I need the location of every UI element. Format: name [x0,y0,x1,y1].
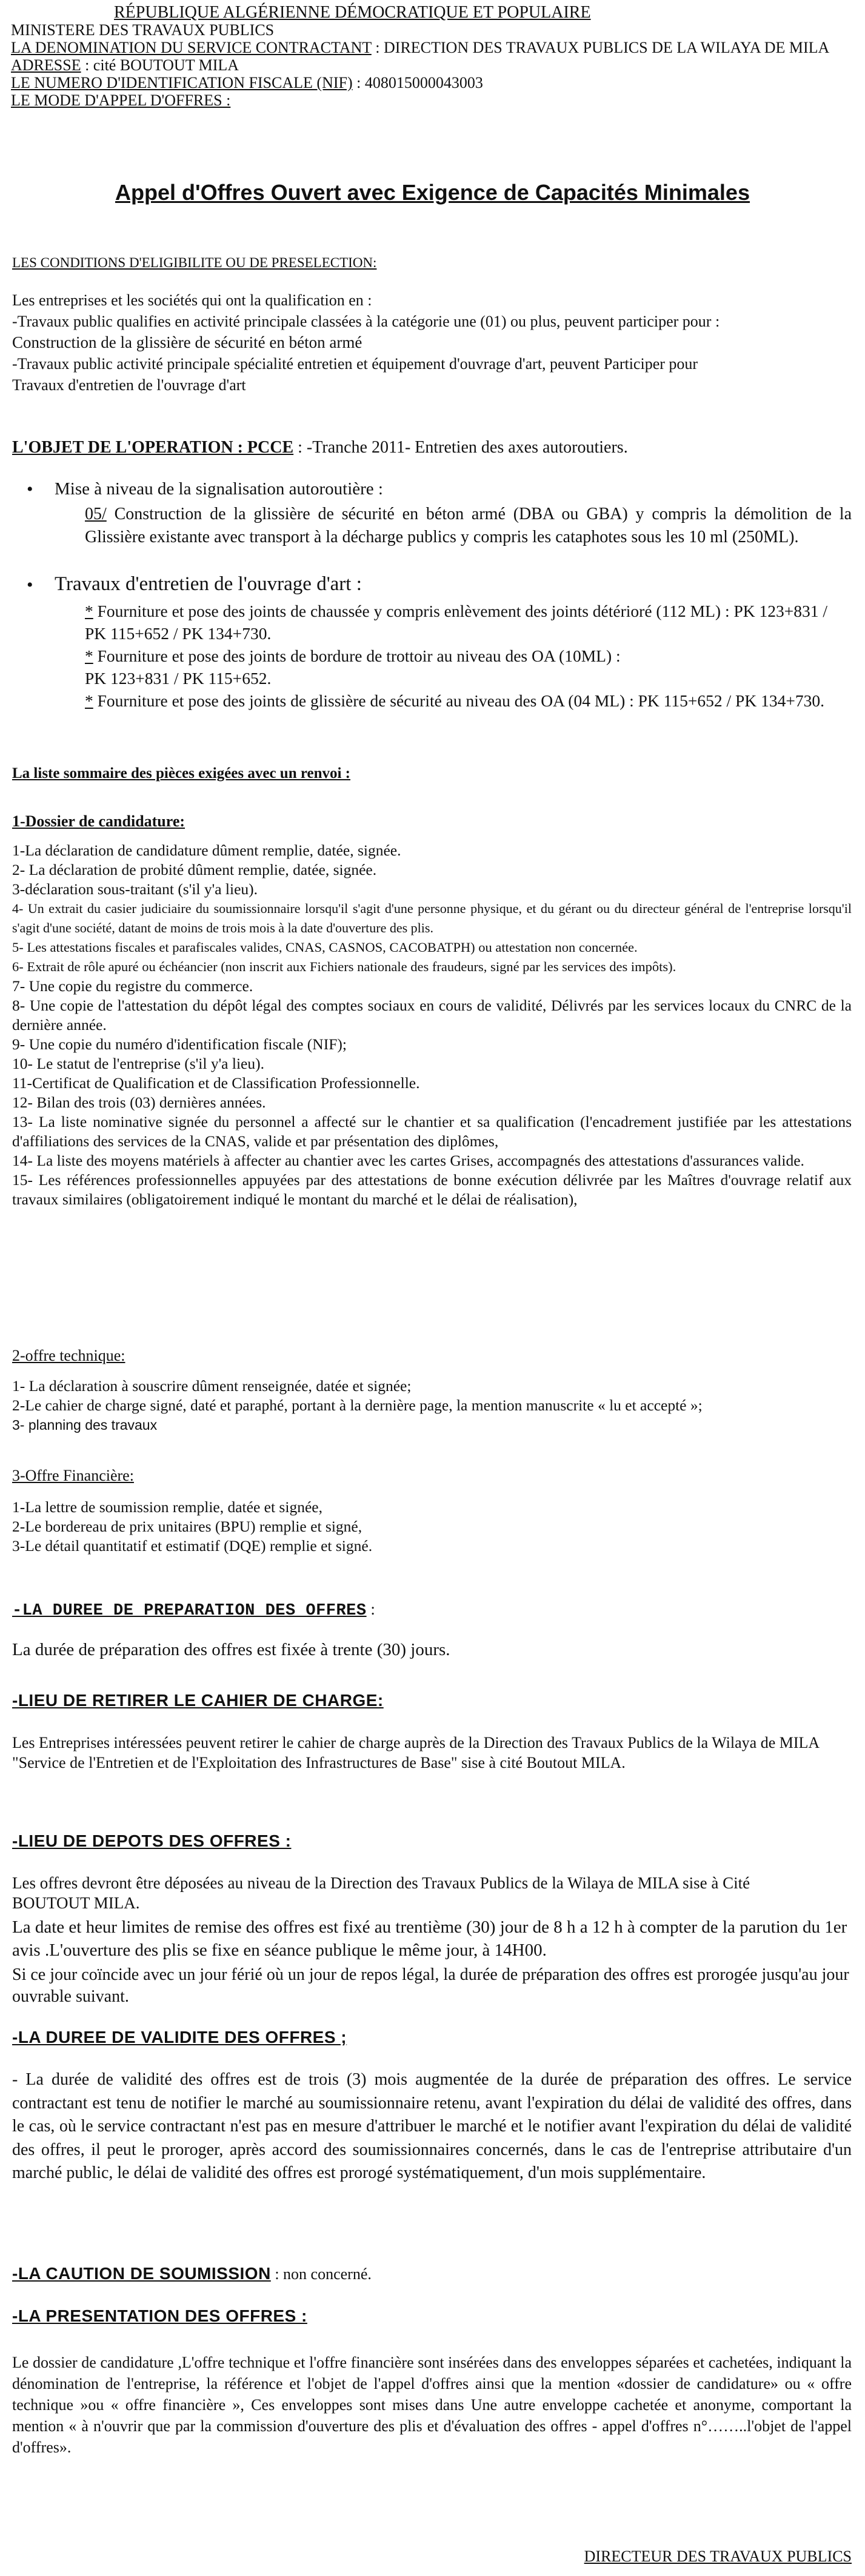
republic-line: RÉPUBLIQUE ALGÉRIENNE DÉMOCRATIQUE ET POPULAIRE [114,3,591,22]
list-item: 4- Un extrait du casier judiciaire du soumissionnaire lorsqu'il s'agit d'une personne physique, et du gérant ou du directeur général de l'entreprise lorsqu'il s'agit d'une société, datant de moins de trois mois à la date d'ouverture des plis. [12,901,852,935]
list-item: 12- Bilan des trois (03) dernières années. [12,1094,266,1111]
list-item: 2-Le bordereau de prix unitaires (BPU) remplie et signé, [12,1518,362,1535]
list-item: 6- Extrait de rôle apuré ou échéancier (non inscrit aux Fichiers nationale des fraudeurs, signé par les services des impôts). [12,959,676,974]
page-title: Appel d'Offres Ouvert avec Exigence de Capacités Minimales [115,180,750,205]
presentation-text: Le dossier de candidature ,L'offre technique et l'offre financière sont insérées dans des enveloppes séparées et cachetées, indiquant la dénomination de l'entreprise, la référence et l'objet de l'appel d'offres ainsi que la mention «dossier de candidature» ou « offre technique »ou « offre financière », Ces enveloppes sont mises dans Une autre enveloppe cachetée et anonyme, comportant la mention « à n'ouvrir que par la commission d'ouverture des plis et d'évaluation des offres - appel d'offres n°……..l'objet de l'appel d'offres». [12,2354,852,2456]
list-item: 2-Le cahier de charge signé, daté et paraphé, portant à la dernière page, la mention manuscrite « lu et accepté »; [12,1396,703,1414]
eligibility-heading: LES CONDITIONS D'ELIGIBILITE OU DE PRESELECTION: [12,255,377,270]
eligibility-line: Construction de la glissière de sécurité en béton armé [12,333,362,351]
objet-work-item: * Fourniture et pose des joints de bordure de trottoir au niveau des OA (10ML) : [85,646,621,665]
operation-object [12,437,852,458]
service-label: LA DENOMINATION DU SERVICE CONTRACTANT [11,39,372,56]
objet-work-item: * Fourniture et pose des joints de glissière de sécurité au niveau des OA (04 ML) : PK 115+652 / PK 134+730. [85,691,824,710]
address-label: ADRESSE [11,56,81,74]
list-item: 8- Une copie de l'attestation du dépôt légal des comptes sociaux en cours de validité, Délivrés par les services locaux du CNRC de la dernière année. [12,997,852,1034]
nif-label: LE NUMERO D'IDENTIFICATION FISCALE (NIF) [11,74,353,91]
technique-heading: 2-offre technique: [12,1347,125,1364]
financiere-list [12,1498,852,1556]
dossier-heading: 1-Dossier de candidature: [12,812,185,830]
list-item: 1-La déclaration de candidature dûment remplie, datée, signée. [12,842,401,859]
validite-text: - La durée de validité des offres est de trois (3) mois augmentée de la durée de préparation des offres. Le service contractant est tenu de notifier le marché au soumissionnaire retenu, avant l'expiration du délai de validité des offres, dans le cas, où le service contractant n'est pas en mesure d'attribuer le marché et le notifier avant l'expiration du délai de validité des offres, il peut le proroger, après accord des soumissionnaires concernés, dans le cas de l'entreprise attributaire d'un marché public, le délai de validité des offres est prorogé systématiquement, d'un mois supplémentaire. [12,2070,852,2182]
eligibility-text [12,290,852,396]
objet-bullet-1: Mise à niveau de la signalisation autoroutière : [55,479,383,499]
ministry-line: MINISTERE DES TRAVAUX PUBLICS [11,21,275,39]
eligibility-line: -Travaux public activité principale spécialité entretien et équipement d'ouvrage d'art, peuvent Participer pour [12,355,698,373]
star-icon: * [85,691,93,710]
list-item: 11-Certificat de Qualification et de Classification Professionnelle. [12,1074,420,1092]
tender-mode-line: LE MODE D'APPEL D'OFFRES : [11,91,231,109]
list-item: 1- La déclaration à souscrire dûment renseignée, datée et signée; [12,1377,412,1395]
eligibility-line: Les entreprises et les sociétés qui ont la qualification en : [12,291,372,309]
depot-text-1: Les offres devront être déposées au niveau de la Direction des Travaux Publics de la Wilaya de MILA sise à Cité BOUTOUT MILA. [12,1874,750,1912]
operation-object-value: : -Tranche 2011- Entretien des axes autoroutiers. [293,438,628,457]
pieces-heading: La liste sommaire des pièces exigées avec un renvoi : [12,765,351,782]
list-item: 13- La liste nominative signée du personnel a affecté sur le chantier et sa qualification (l'encadrement justifiée par les attestations d'affiliations des services de la CNAS, valide et par présentation des diplômes, [12,1113,852,1150]
depot-text-3: Si ce jour coïncide avec un jour férié où un jour de repos légal, la durée de préparation des offres est prorogée jusqu'au jour ouvrable suivant. [12,1965,849,2006]
service-value: : DIRECTION DES TRAVAUX PUBLICS DE LA WILAYA DE MILA [371,39,830,56]
objet-works-list [85,600,852,712]
eligibility-line: -Travaux public qualifies en activité principale classées à la catégorie une (01) ou plus, peuvent participer pour : [12,313,720,330]
objet-work-item: * Fourniture et pose des joints de chaussée y compris enlèvement des joints détérioré (112 ML) : PK 123+831 / PK 115+652 / PK 134+730. [85,602,828,643]
financiere-heading: 3-Offre Financière: [12,1467,134,1484]
list-item: 1-La lettre de soumission remplie, datée et signée, [12,1498,322,1516]
list-item: 10- Le statut de l'entreprise (s'il y'a lieu). [12,1055,264,1072]
preparation-heading: -LA DUREE DE PREPARATION DES OFFRES [12,1602,367,1620]
caution-value: : non concerné. [270,2265,372,2283]
signature-line: DIRECTEUR DES TRAVAUX PUBLICS [584,2548,852,2565]
caution-line [12,2263,852,2284]
bullet-icon: • [27,575,33,595]
list-item: 9- Une copie du numéro d'identification fiscale (NIF); [12,1035,347,1053]
technique-list [12,1376,852,1435]
list-item: 7- Une copie du registre du commerce. [12,977,253,995]
caution-heading: -LA CAUTION DE SOUMISSION [12,2264,271,2283]
star-icon: * [85,602,93,620]
presentation-heading: -LA PRESENTATION DES OFFRES : [12,2306,307,2325]
objet-work-item: PK 123+831 / PK 115+652. [85,669,272,688]
depot-heading: -LIEU DE DEPOTS DES OFFRES : [12,1831,292,1850]
nif-value: : 408015000043003 [352,74,483,91]
retrait-heading: -LIEU DE RETIRER LE CAHIER DE CHARGE: [12,1691,384,1710]
objet-item-05 [85,503,852,549]
operation-object-label: L'OBJET DE L'OPERATION : PCCE [12,438,294,457]
list-item: 3-déclaration sous-traitant (s'il y'a lieu). [12,880,258,898]
eligibility-line: Travaux d'entretien de l'ouvrage d'art [12,376,246,394]
list-item: 2- La déclaration de probité dûment remplie, datée, signée. [12,861,377,878]
depot-text-2: La date et heur limites de remise des offres est fixé au trentième (30) jour de 8 h a 12 h à compter de la parution du 1er avis .L'ouverture des plis se fixe en séance publique le même jour, à 14H00. [12,1917,847,1960]
validite-heading: -LA DUREE DE VALIDITE DES OFFRES ; [12,2028,347,2047]
list-item: 3- planning des travaux [12,1417,158,1433]
list-item: 15- Les références professionnelles appuyées par des attestations de bonne exécution délivrée par les Maîtres d'ouvrage relatif aux travaux similaires (obligatoirement indiqué le montant du marché et le délai de réalisation), [12,1171,852,1208]
list-item: 5- Les attestations fiscales et parafiscales valides, CNAS, CASNOS, CACOBATPH) ou attestation non concernée. [12,940,638,955]
list-item: 14- La liste des moyens matériels à affecter au chantier avec les cartes Grises, accompagnés des attestations d'assurances valide. [12,1152,804,1169]
bullet-icon: • [27,479,33,499]
preparation-heading-line: -LA DUREE DE PREPARATION DES OFFRES : [12,1600,375,1620]
objet-item-number: 05/ [85,505,107,523]
preparation-text: La durée de préparation des offres est fixée à trente (30) jours. [12,1640,450,1659]
objet-bullet-2: Travaux d'entretien de l'ouvrage d'art : [55,573,362,595]
objet-item-text: Construction de la glissière de sécurité en béton armé (DBA ou GBA) y compris la démolition de la Glissière existante avec transport à la décharge publics y compris les cataphotes sous les 10 ml (250ML). [85,505,852,546]
star-icon: * [85,646,93,665]
dossier-list [12,841,852,1209]
list-item: 3-Le détail quantitatif et estimatif (DQE) remplie et signé. [12,1537,373,1555]
address-value: : cité BOUTOUT MILA [81,56,239,74]
retrait-text: Les Entreprises intéressées peuvent retirer le cahier de charge auprès de la Direction des Travaux Publics de la Wilaya de MILA "Service de l'Entretien et de l'Exploitation des Infrastructures de Base" sise à cité Boutout MILA. [12,1734,819,1771]
